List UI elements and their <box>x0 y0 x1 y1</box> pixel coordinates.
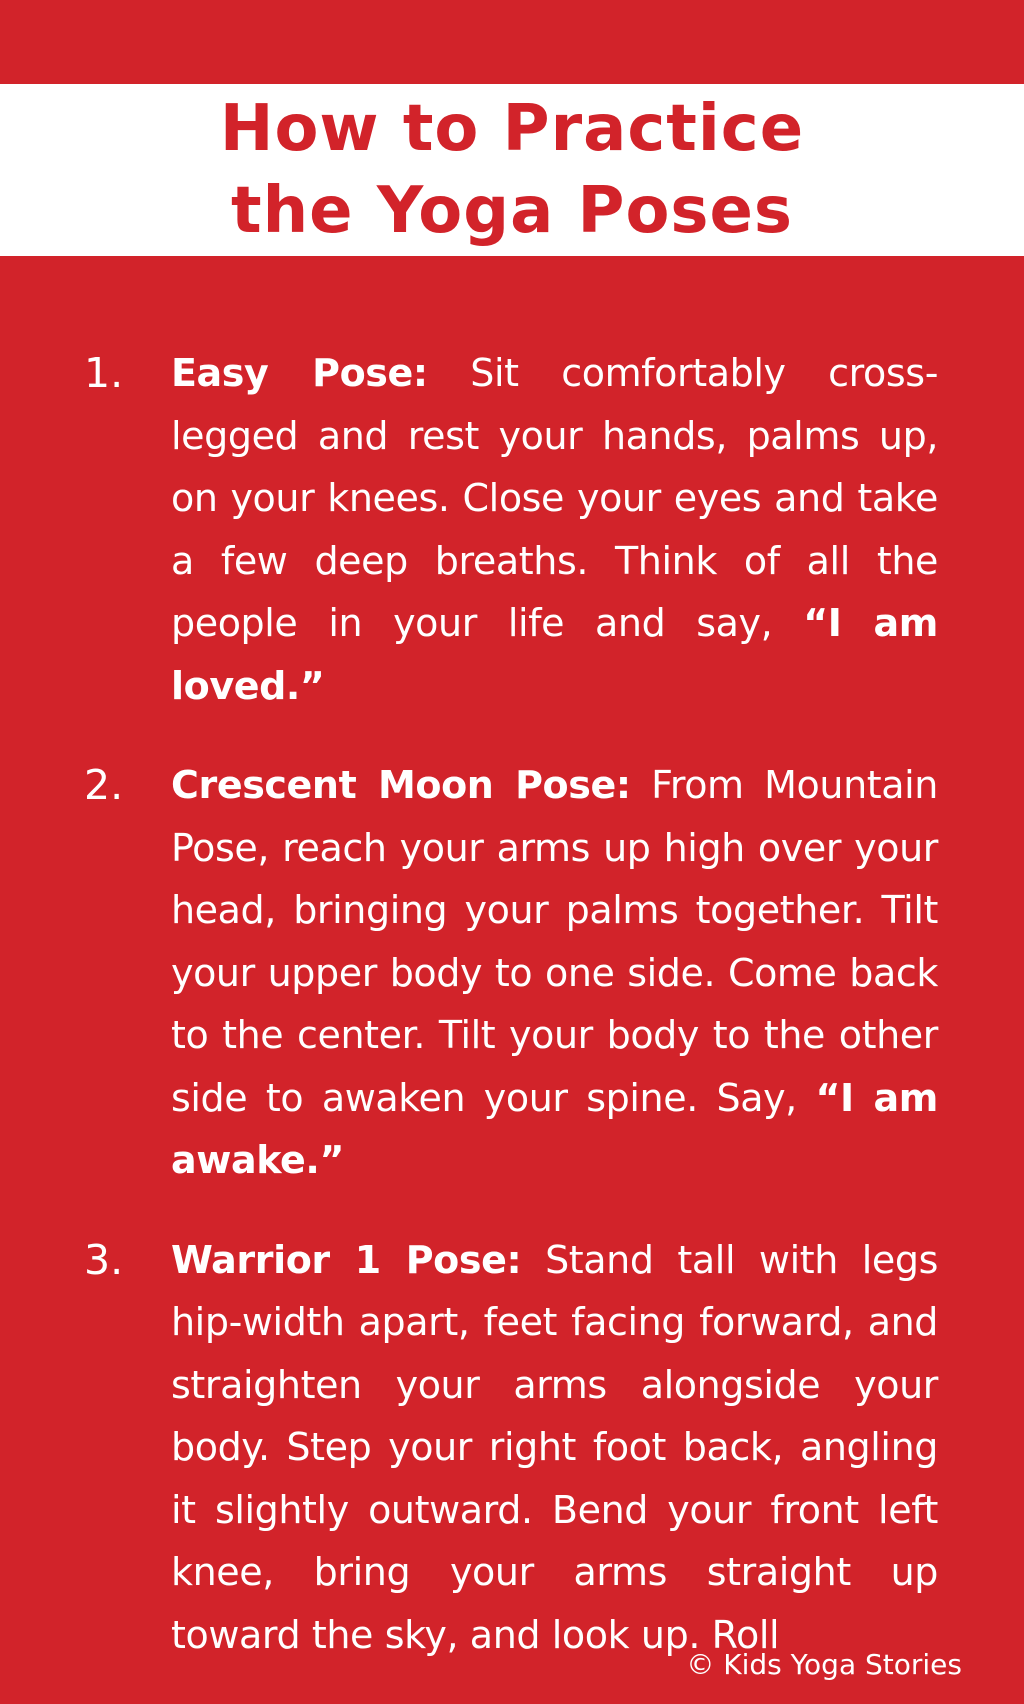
page-title-line-2: the Yoga Poses <box>230 174 794 248</box>
pose-item-warrior-1 <box>0 1229 1024 1667</box>
pose-number: 1. <box>84 349 124 397</box>
pose-number: 3. <box>84 1235 124 1284</box>
content-area <box>0 256 1024 1704</box>
pose-name: Warrior 1 Pose: <box>171 1237 522 1282</box>
pose-text <box>171 754 938 1192</box>
pose-item-crescent-moon <box>0 754 1024 1192</box>
pose-description: Sit comfortably cross-legged and rest your hands, palms up, on your knees. Close your eyes and take a few deep breaths. Think of all the people in your life and say, <box>171 351 939 645</box>
copyright-notice: © Kids Yoga Stories <box>686 1648 962 1681</box>
title-banner <box>0 84 1024 256</box>
pose-name: Crescent Moon Pose: <box>171 763 631 807</box>
page-title-line-1: How to Practice <box>219 92 805 166</box>
pose-affirmation: “I am awake.” <box>171 1075 938 1182</box>
pose-item-easy <box>0 342 1024 717</box>
top-red-band <box>0 0 1024 84</box>
pose-list <box>0 342 1024 1703</box>
pose-affirmation: “I am loved.” <box>171 601 938 708</box>
pose-description: Stand tall with legs hip-width apart, feet facing forward, and straighten your arms alongside your body. Step your right foot back, angling it slightly outward. Bend your front left knee, bring your arms straight up toward the sky, and look up. Roll <box>171 1237 938 1657</box>
pose-text <box>171 342 938 717</box>
pose-number: 2. <box>84 761 124 809</box>
pose-name: Easy Pose: <box>171 351 428 395</box>
pose-text <box>171 1229 938 1667</box>
pose-description: From Mountain Pose, reach your arms up high over your head, bringing your palms together. Tilt your upper body to one side. Come back to the center. Tilt your body to the other side to awaken your spine. Say, <box>171 763 938 1120</box>
